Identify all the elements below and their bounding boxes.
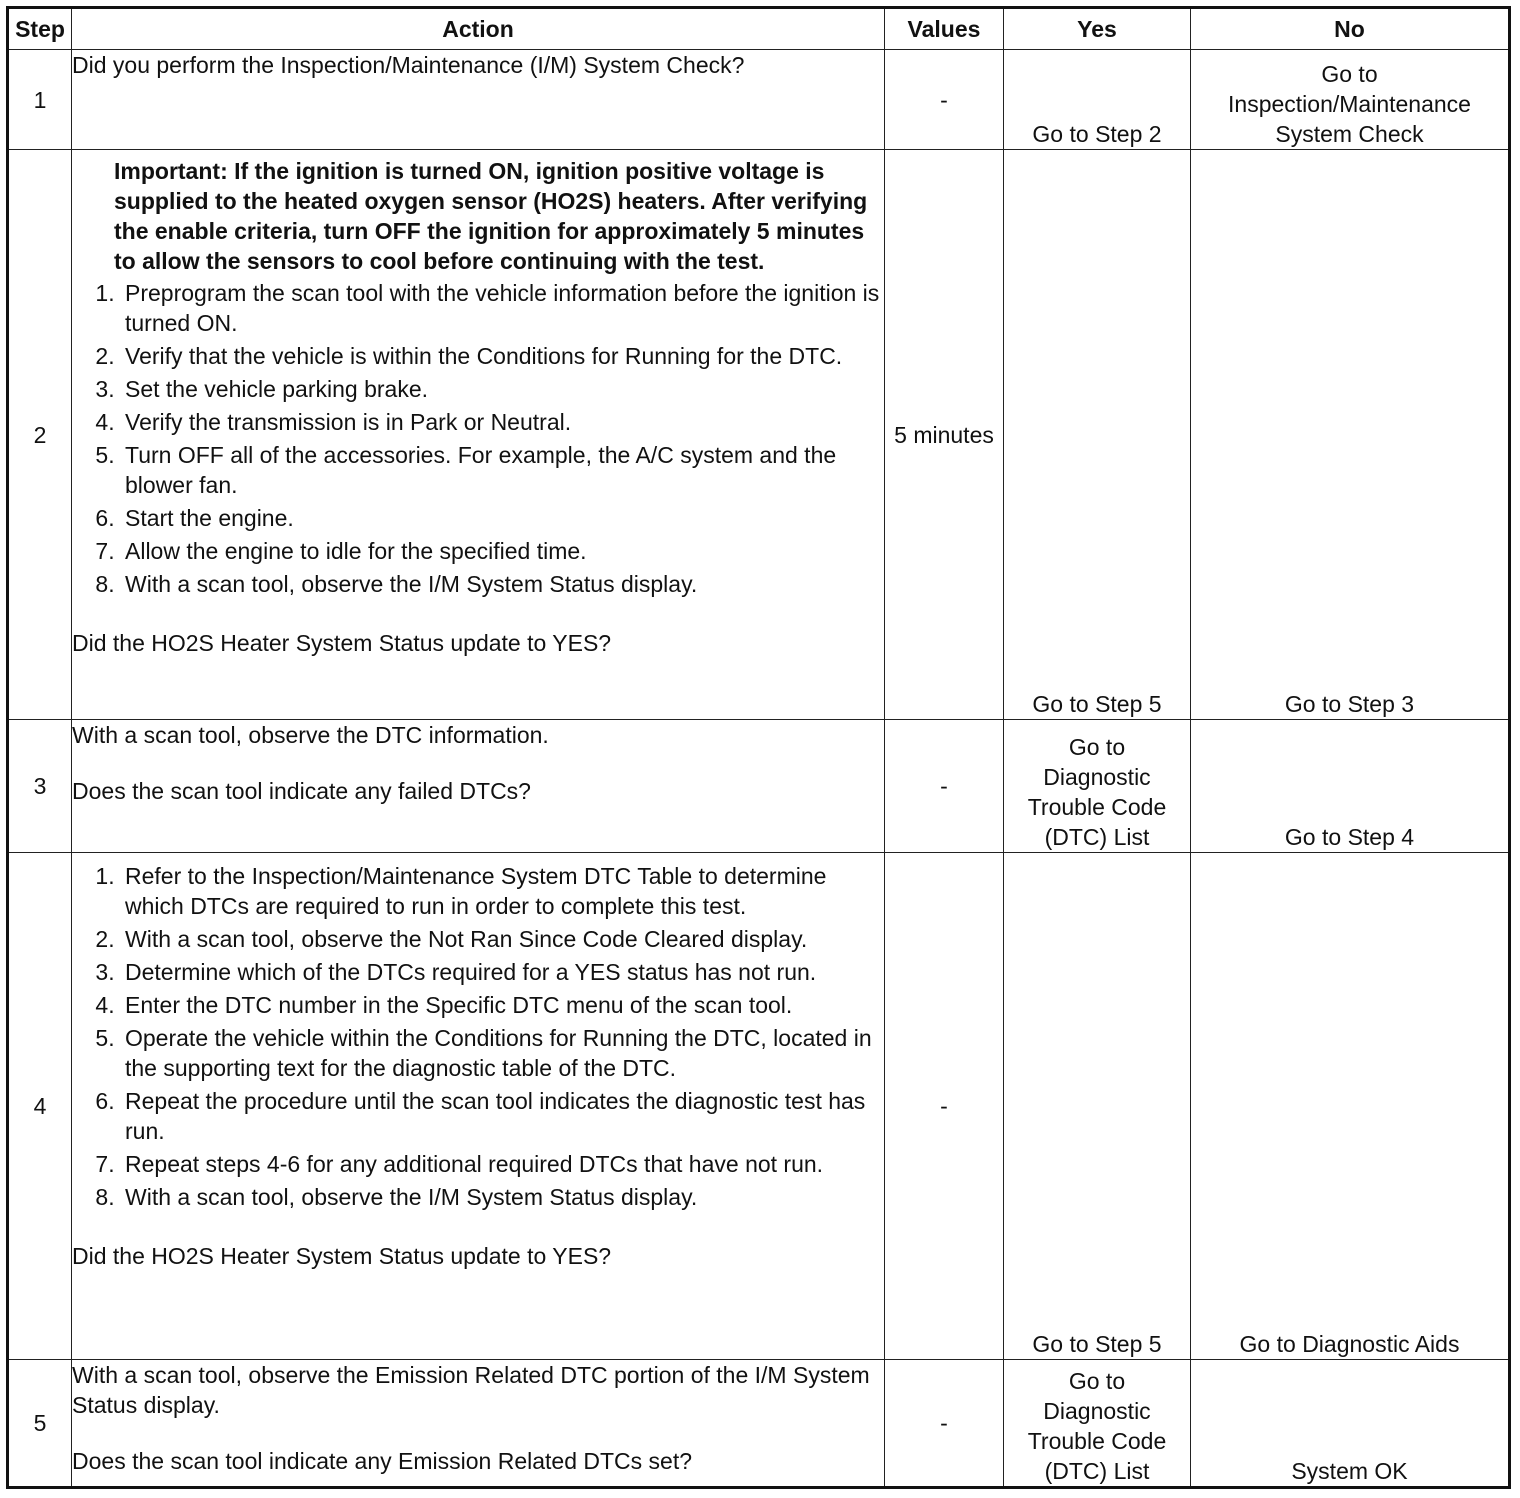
no-cell: Go to Step 4 — [1191, 720, 1510, 853]
list-item: 2. With a scan tool, observe the Not Ran Since Code Cleared display. — [121, 924, 884, 954]
list-item: 3. Determine which of the DTCs required for a YES status has not run. — [121, 957, 884, 987]
action-question: Does the scan tool indicate any failed DTCs? — [72, 778, 531, 804]
action-intro: With a scan tool, observe the DTC information. — [72, 722, 549, 748]
no-cell: Go to Step 3 — [1191, 150, 1510, 720]
table-row — [8, 50, 1510, 150]
values-cell: 5 minutes — [885, 150, 1004, 720]
header-row — [8, 8, 1510, 50]
action-question: Did the HO2S Heater System Status update to YES? — [72, 630, 612, 656]
header-yes: Yes — [1004, 8, 1191, 50]
procedure-list — [72, 861, 884, 1212]
header-action: Action — [72, 8, 885, 50]
list-item: 7. Repeat steps 4-6 for any additional required DTCs that have not run. — [121, 1149, 884, 1179]
list-item: 5. Turn OFF all of the accessories. For example, the A/C system and the blower fan. — [121, 440, 884, 500]
header-no: No — [1191, 8, 1510, 50]
action-cell — [72, 853, 885, 1360]
values-cell: - — [885, 50, 1004, 150]
action-question: Does the scan tool indicate any Emission Related DTCs set? — [72, 1448, 693, 1474]
no-cell: Go to Diagnostic Aids — [1191, 853, 1510, 1360]
list-item: 6. Start the engine. — [121, 503, 884, 533]
header-step: Step — [8, 8, 72, 50]
action-cell — [72, 50, 885, 150]
important-note — [72, 156, 884, 276]
list-item: 4. Verify the transmission is in Park or Neutral. — [121, 407, 884, 437]
step-number: 4 — [8, 853, 72, 1360]
table-row — [8, 720, 1510, 853]
header-values: Values — [885, 8, 1004, 50]
action-cell — [72, 720, 885, 853]
list-item: 8. With a scan tool, observe the I/M System Status display. — [121, 1182, 884, 1212]
step-number: 2 — [8, 150, 72, 720]
list-item: 5. Operate the vehicle within the Conditions for Running the DTC, located in the supporting text for the diagnostic table of the DTC. — [121, 1023, 884, 1083]
no-cell: System OK — [1191, 1360, 1510, 1488]
list-item: 8. With a scan tool, observe the I/M System Status display. — [121, 569, 884, 599]
list-item: 4. Enter the DTC number in the Specific DTC menu of the scan tool. — [121, 990, 884, 1020]
action-cell — [72, 150, 885, 720]
list-item: 1. Refer to the Inspection/Maintenance System DTC Table to determine which DTCs are required to run in order to complete this test. — [121, 861, 884, 921]
list-item: 1. Preprogram the scan tool with the vehicle information before the ignition is turned ON. — [121, 278, 884, 338]
diagnostic-table — [6, 6, 1511, 1489]
step-number: 1 — [8, 50, 72, 150]
list-item: 7. Allow the engine to idle for the specified time. — [121, 536, 884, 566]
action-intro: With a scan tool, observe the Emission Related DTC portion of the I/M System Status display. — [72, 1362, 870, 1418]
list-item: 6. Repeat the procedure until the scan tool indicates the diagnostic test has run. — [121, 1086, 884, 1146]
yes-cell: Go to Diagnostic Trouble Code (DTC) List — [1004, 1360, 1191, 1488]
values-cell: - — [885, 720, 1004, 853]
list-item: 3. Set the vehicle parking brake. — [121, 374, 884, 404]
yes-cell: Go to Step 5 — [1004, 150, 1191, 720]
step-number: 3 — [8, 720, 72, 853]
table-row — [8, 1360, 1510, 1488]
action-question: Did you perform the Inspection/Maintenance (I/M) System Check? — [72, 52, 745, 78]
no-cell: Go to Inspection/Maintenance System Check — [1191, 50, 1510, 150]
yes-cell: Go to Diagnostic Trouble Code (DTC) List — [1004, 720, 1191, 853]
procedure-list — [72, 278, 884, 599]
list-item: 2. Verify that the vehicle is within the Conditions for Running for the DTC. — [121, 341, 884, 371]
yes-cell: Go to Step 5 — [1004, 853, 1191, 1360]
important-text: : If the ignition is turned ON, ignition positive voltage is supplied to the heated oxygen sensor (HO2S) heaters. After verifying the enable criteria, turn OFF the ignition for approximately 5 minutes to allow the sensors to cool before continuing with the test. — [114, 158, 868, 274]
yes-cell: Go to Step 2 — [1004, 50, 1191, 150]
step-number: 5 — [8, 1360, 72, 1488]
action-cell — [72, 1360, 885, 1488]
values-cell: - — [885, 1360, 1004, 1488]
action-question: Did the HO2S Heater System Status update to YES? — [72, 1243, 612, 1269]
table-row — [8, 150, 1510, 720]
values-cell: - — [885, 853, 1004, 1360]
important-label: Important — [114, 158, 221, 184]
table-row — [8, 853, 1510, 1360]
